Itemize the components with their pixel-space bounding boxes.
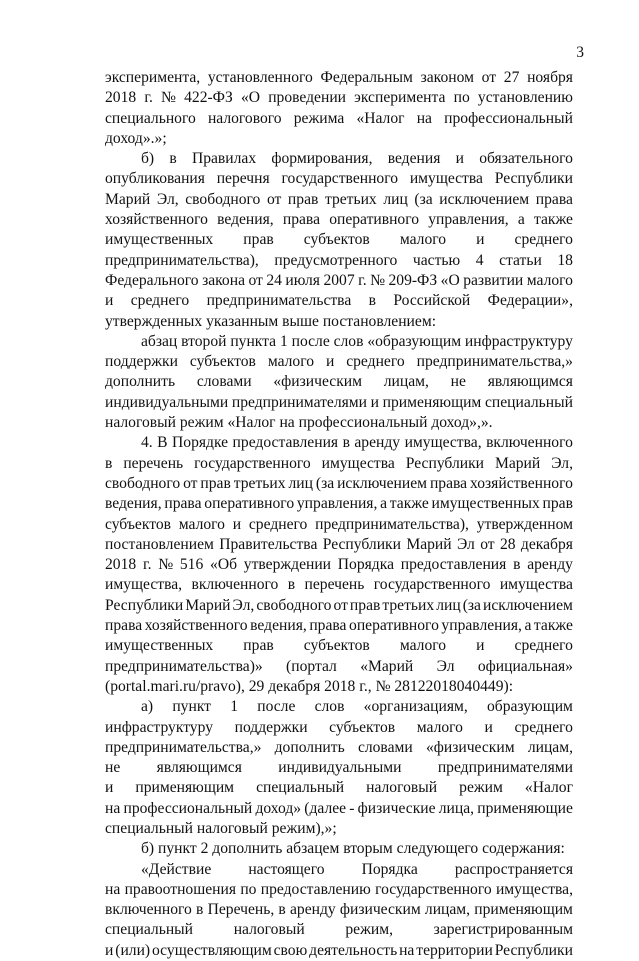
text-line: на профессиональный доход» (далее - физические лица, применяющие [105,799,573,817]
text-line: утвержденных указанным выше постановлением: [105,312,437,330]
text-line: имущества, включенного в перечень государственного имущества [105,576,573,594]
text-line: специальный налоговый режим, зарегистрированным [105,921,573,939]
text-line: 2018 г. № 422-ФЗ «О проведении эксперимента по установлению [105,89,573,107]
text-line: эксперимента, установленного Федеральным законом от 27 ноября [105,69,573,86]
text-line: ведения, права оперативного управления, а также имущественных прав [105,495,573,513]
text-line: свободного от прав третьих лиц (за исключением права хозяйственного [105,474,573,492]
text-line: в перечень государственного имущества Республики Марий Эл, [105,454,573,472]
text-line: а) пункт 1 после слов «организациям, образующим [141,698,573,716]
text-line: индивидуальными предпринимателями и применяющим специальный [105,393,573,411]
text-line: и применяющим специальный налоговый режим «Налог [105,779,573,797]
text-line: предпринимательства), предусмотренного частью 4 статьи 18 [105,251,573,269]
text-line: доход».»; [105,129,167,147]
text-line: имущественных прав субъектов малого и среднего [105,231,573,249]
text-line: постановлением Правительства Республики Марий Эл от 28 декабря [105,535,573,553]
text-line: права хозяйственного ведения, права оперативного управления, а также [105,617,573,635]
text-line: предпринимательства)» (портал «Марий Эл официальная» [105,657,573,675]
text-line: опубликования перечня государственного имущества Республики [105,170,573,188]
text-line: (portal.mari.ru/pravo), 29 декабря 2018 г., № 28122018040449): [105,677,514,695]
text-line: предпринимательства,» дополнить словами «физическим лицам, [105,738,573,756]
text-line: хозяйственного ведения, права оперативного управления, а также [105,211,573,229]
text-line: на правоотношения по предоставлению государственного имущества, [105,880,573,898]
text-line: инфраструктуру поддержки субъектов малого и среднего [105,718,573,736]
text-line: субъектов малого и среднего предпринимательства), утвержденном [105,515,573,533]
text-line: специальный налоговый режим),»; [105,819,337,837]
text-line: имущественных прав субъектов малого и среднего [105,637,573,655]
page-number: 3 [576,44,584,61]
document-body [105,68,573,961]
text-line: Республики Марий Эл, свободного от прав третьих лиц (за исключением [105,596,573,614]
text-line: 2018 г. № 516 «Об утверждении Порядка предоставления в аренду [105,556,573,574]
text-line: не являющимся индивидуальными предпринимателями [105,759,573,777]
text-line: и (или) осуществляющим свою деятельность на территории Республики [105,941,573,959]
text-line: поддержки субъектов малого и среднего предпринимательства,» [105,353,573,371]
text-line: 4. В Порядке предоставления в аренду имущества, включенного [141,434,573,452]
text-line: налоговый режим «Налог на профессиональный доход»,». [105,414,493,432]
text-line: Марий Эл, свободного от прав третьих лиц (за исключением права [105,190,573,208]
text-line: б) в Правилах формирования, ведения и обязательного [141,150,573,168]
text-line: «Действие настоящего Порядка распространяется [141,860,573,878]
text-line: специального налогового режима «Налог на профессиональный [105,109,573,127]
text-line: включенного в Перечень, в аренду физическим лицам, применяющим [105,901,573,919]
text-line: абзац второй пункта 1 после слов «образующим инфраструктуру [141,332,573,350]
text-line: и среднего предпринимательства в Российской Федерации», [105,292,573,310]
text-line: б) пункт 2 дополнить абзацем вторым следующего содержания: [141,840,565,858]
text-line: дополнить словами «физическим лицам, не являющимся [105,373,573,391]
text-line: Федерального закона от 24 июля 2007 г. № 209-ФЗ «О развитии малого [105,271,573,289]
